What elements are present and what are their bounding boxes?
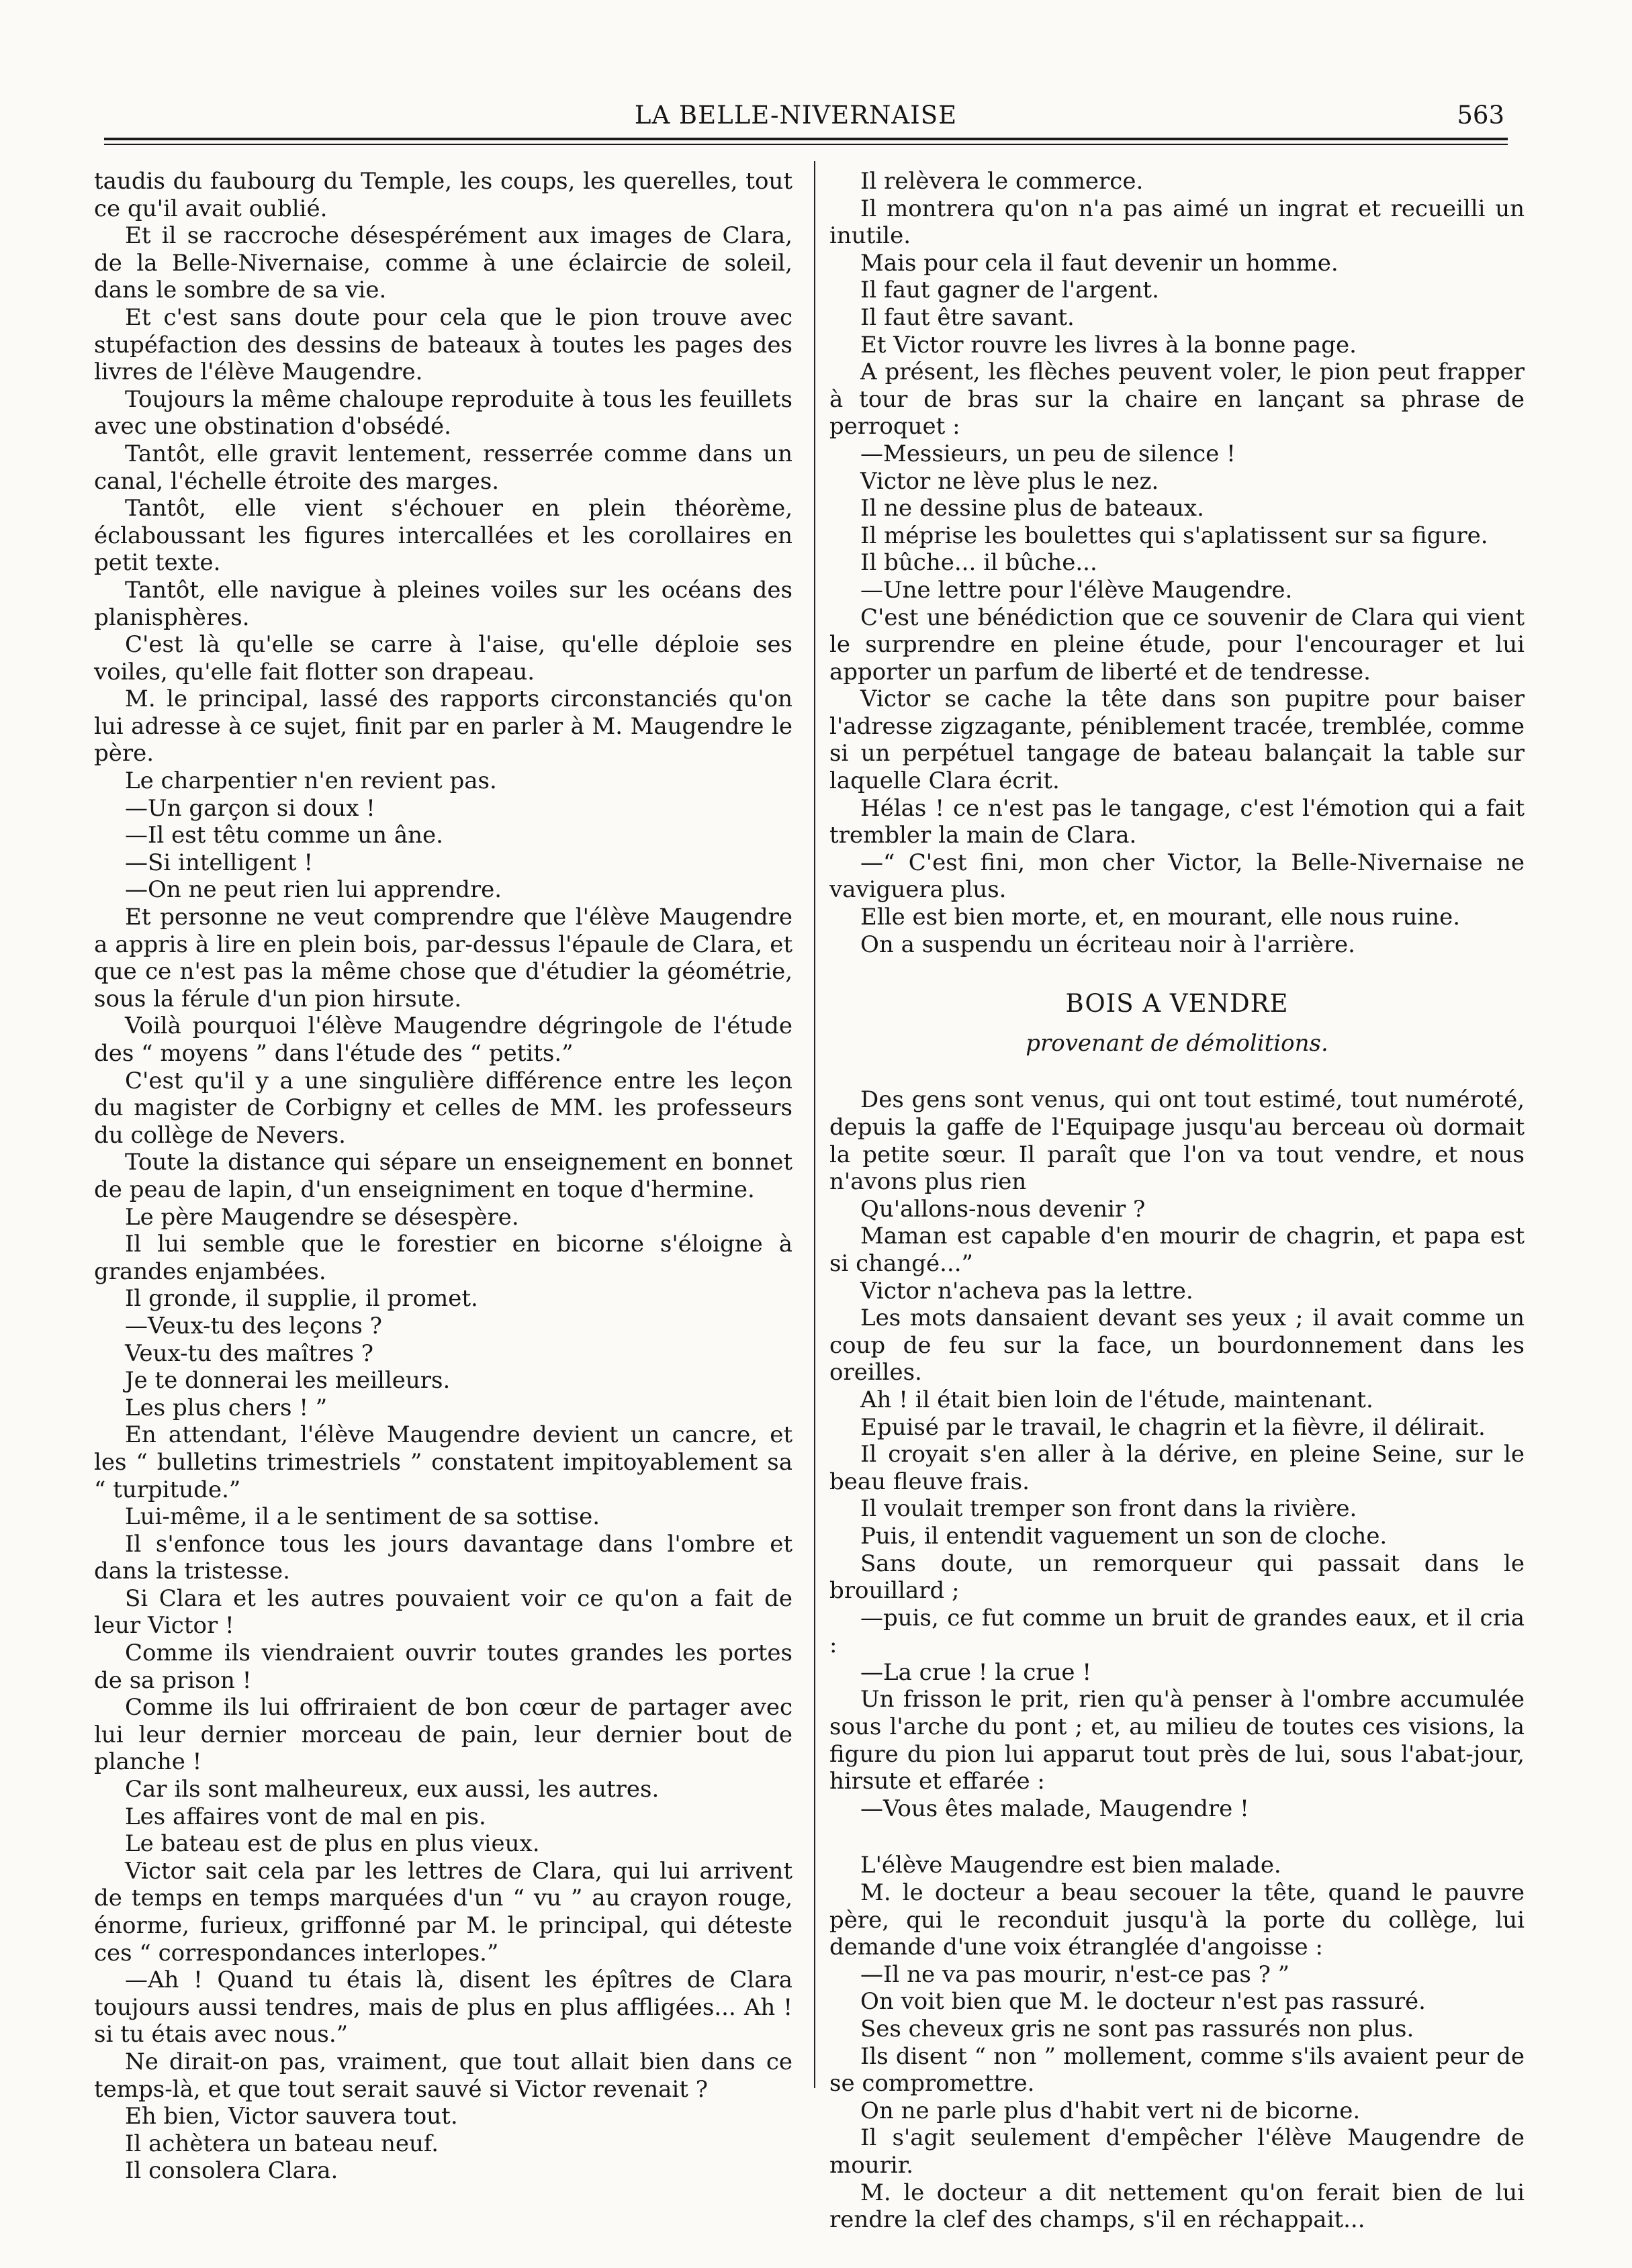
running-title: LA BELLE-NIVERNAISE xyxy=(634,101,958,130)
paragraph: C'est une bénédiction que ce souvenir de Clara qui vient le surprendre en pleine étude, pour l'encourager et lui apporter un parfum de liberté et de tendresse. xyxy=(829,604,1525,686)
section-break xyxy=(829,1822,1525,1852)
paragraph: Il voulait tremper son front dans la rivière. xyxy=(860,1495,1357,1523)
right-column-part-c xyxy=(829,1852,1525,2233)
paragraph: Maman est capable d'en mourir de chagrin, et papa est si changé...” xyxy=(829,1223,1525,1277)
paragraph: Comme ils lui offriraient de bon cœur de partager avec lui leur dernier morceau de pain, leur dernier bout de planche ! xyxy=(94,1694,792,1776)
paragraph: Tantôt, elle gravit lentement, resserrée comme dans un canal, l'échelle étroite des marges. xyxy=(94,440,792,495)
paragraph: Ne dirait-on pas, vraiment, que tout allait bien dans ce temps-là, et que tout serait sauvé si Victor revenait ? xyxy=(94,2048,792,2103)
paragraph: Voilà pourquoi l'élève Maugendre dégringole de l'étude des “ moyens ” dans l'étude des “ petits.” xyxy=(94,1012,792,1067)
paragraph: On ne parle plus d'habit vert ni de bicorne. xyxy=(860,2097,1361,2124)
right-column xyxy=(829,168,1525,2234)
paragraph: Qu'allons-nous devenir ? xyxy=(860,1195,1146,1223)
right-column-part-b xyxy=(829,1086,1525,1822)
paragraph: Mais pour cela il faut devenir un homme. xyxy=(860,249,1339,277)
paragraph: Il s'agit seulement d'empêcher l'élève Maugendre de mourir. xyxy=(829,2124,1525,2179)
paragraph: Victor ne lève plus le nez. xyxy=(860,467,1159,495)
paragraph: —Une lettre pour l'élève Maugendre. xyxy=(860,576,1293,604)
right-column-part-a xyxy=(829,168,1525,958)
paragraph: C'est qu'il y a une singulière différence entre les leçon du magister de Corbigny et celles de MM. les professeurs du collège de Nevers. xyxy=(94,1067,792,1149)
paragraph: Hélas ! ce n'est pas le tangage, c'est l'émotion qui a fait trembler la main de Clara. xyxy=(829,794,1525,849)
page-number: 563 xyxy=(1457,101,1504,130)
paragraph: Et c'est sans doute pour cela que le pion trouve avec stupéfaction des dessins de bateaux à toutes les pages des livres de l'élève Maugendre. xyxy=(94,303,792,386)
paragraph: Les plus chers ! ” xyxy=(125,1394,328,1421)
paragraph: Sans doute, un remorqueur qui passait dans le brouillard ; xyxy=(829,1550,1525,1605)
paragraph: Comme ils viendraient ouvrir toutes grandes les portes de sa prison ! xyxy=(94,1640,792,1694)
paragraph: —Il est têtu comme un âne. xyxy=(125,822,443,849)
paragraph: Le charpentier n'en revient pas. xyxy=(125,767,497,795)
paragraph: —On ne peut rien lui apprendre. xyxy=(125,876,502,904)
paragraph: Les affaires vont de mal en pis. xyxy=(125,1803,486,1830)
paragraph: —Veux-tu des leçons ? xyxy=(125,1312,382,1339)
paragraph: —Il ne va pas mourir, n'est-ce pas ? ” xyxy=(860,1960,1290,1988)
header-rule-thick xyxy=(104,138,1508,140)
paragraph: Le bateau est de plus en plus vieux. xyxy=(125,1830,540,1858)
paragraph: Tantôt, elle vient s'échouer en plein théorème, éclaboussant les figures intercallées et les corollaires en petit texte. xyxy=(94,495,792,577)
paragraph: Et Victor rouvre les livres à la bonne page. xyxy=(860,331,1357,359)
paragraph: Et il se raccroche désespérément aux images de Clara, de la Belle-Nivernaise, comme à une éclaircie de soleil, dans le sombre de sa vie. xyxy=(94,222,792,304)
paragraph: Si Clara et les autres pouvaient voir ce qu'on a fait de leur Victor ! xyxy=(94,1585,792,1640)
paragraph: Il faut être savant. xyxy=(860,303,1075,331)
paragraph: A présent, les flèches peuvent voler, le pion peut frapper à tour de bras sur la chaire en lançant sa phrase de perroquet : xyxy=(829,359,1525,440)
paragraph: Veux-tu des maîtres ? xyxy=(125,1339,373,1367)
paragraph: Elle est bien morte, et, en mourant, elle nous ruine. xyxy=(860,904,1461,931)
paragraph: Il achètera un bateau neuf. xyxy=(125,2130,439,2157)
section-subtitle: provenant de démolitions. xyxy=(1026,1029,1328,1057)
paragraph: Il faut gagner de l'argent. xyxy=(860,277,1159,304)
paragraph: Il s'enfonce tous les jours davantage dans l'ombre et dans la tristesse. xyxy=(94,1530,792,1585)
paragraph: Un frisson le prit, rien qu'à penser à l'ombre accumulée sous l'arche du pont ; et, au milieu de toutes ces visions, la figure du pion lui apparut tout près de lui, sous l'abat-jour, hirsute et effarée : xyxy=(829,1686,1525,1795)
header-rule-thin xyxy=(104,144,1508,145)
paragraph: On a suspendu un écriteau noir à l'arrière. xyxy=(860,931,1355,958)
paragraph: —La crue ! la crue ! xyxy=(860,1658,1091,1686)
paragraph: Puis, il entendit vaguement un son de cloche. xyxy=(860,1522,1388,1550)
paragraph: —Ah ! Quand tu étais là, disent les épîtres de Clara toujours aussi tendres, mais de plus en plus affligées... Ah ! si tu étais avec nous.” xyxy=(94,1967,792,2048)
paragraph: Le père Maugendre se désespère. xyxy=(125,1203,519,1231)
paragraph: Tantôt, elle navigue à pleines voiles sur les océans des planisphères. xyxy=(94,576,792,631)
paragraph: C'est là qu'elle se carre à l'aise, qu'elle déploie ses voiles, qu'elle fait flotter son drapeau. xyxy=(94,631,792,686)
paragraph: M. le principal, lassé des rapports circonstanciés qu'on lui adresse à ce sujet, finit par en parler à M. Maugendre le père. xyxy=(94,686,792,767)
paragraph: Lui-même, il a le sentiment de sa sottise. xyxy=(125,1503,600,1531)
paragraph: Et personne ne veut comprendre que l'élève Maugendre a appris à lire en plein bois, par-dessus l'épaule de Clara, et que ce n'est pas la même chose que d'étudier la géométrie, sous la férule d'un pion hirsute. xyxy=(94,904,792,1012)
paragraph: —Si intelligent ! xyxy=(125,849,314,876)
paragraph: Victor se cache la tête dans son pupitre pour baiser l'adresse zigzagante, péniblement tracée, tremblée, comme si un perpétuel tangage de bateau balançait la table sur laquelle Clara écrit. xyxy=(829,686,1525,795)
paragraph: Il croyait s'en aller à la dérive, en pleine Seine, sur le beau fleuve frais. xyxy=(829,1441,1525,1495)
paragraph: Les mots dansaient devant ses yeux ; il avait comme un coup de feu sur la face, un bourdonnement dans les oreilles. xyxy=(829,1305,1525,1386)
paragraph: On voit bien que M. le docteur n'est pas rassuré. xyxy=(860,1988,1426,2016)
paragraph: Je te donnerai les meilleurs. xyxy=(125,1367,451,1395)
paragraph: Toujours la même chaloupe reproduite à tous les feuillets avec une obstination d'obsédé. xyxy=(94,385,792,440)
paragraph: Eh bien, Victor sauvera tout. xyxy=(125,2103,458,2130)
paragraph: Il montrera qu'on n'a pas aimé un ingrat et recueilli un inutile. xyxy=(829,195,1525,250)
column-divider xyxy=(814,161,815,2088)
paragraph: Ses cheveux gris ne sont pas rassurés non plus. xyxy=(860,2016,1414,2042)
paragraph: Victor n'acheva pas la lettre. xyxy=(860,1277,1193,1305)
paragraph: Car ils sont malheureux, eux aussi, les autres. xyxy=(125,1776,660,1803)
section-title: BOIS A VENDRE xyxy=(1065,989,1289,1019)
paragraph: L'élève Maugendre est bien malade. xyxy=(860,1852,1281,1879)
paragraph: Ils disent “ non ” mollement, comme s'ils avaient peur de se compromettre. xyxy=(829,2042,1525,2097)
left-column xyxy=(94,168,792,2185)
paragraph: M. le docteur a dit nettement qu'on ferait bien de lui rendre la clef des champs, s'il en réchappait... xyxy=(829,2179,1525,2234)
paragraph: —“ C'est fini, mon cher Victor, la Belle-Nivernaise ne vaviguera plus. xyxy=(829,849,1525,904)
paragraph: Il bûche... il bûche... xyxy=(860,549,1097,577)
paragraph: Il gronde, il supplie, il promet. xyxy=(125,1285,478,1313)
paragraph: —Messieurs, un peu de silence ! xyxy=(860,440,1236,467)
paragraph: Des gens sont venus, qui ont tout estimé, tout numéroté, depuis la gaffe de l'Equipage jusqu'au berceau où dormait la petite sœur. Il paraît que l'on va tout vendre, et nous n'avons plus rien xyxy=(829,1086,1525,1196)
paragraph: Il lui semble que le forestier en bicorne s'éloigne à grandes enjambées. xyxy=(94,1231,792,1285)
paragraph: Epuisé par le travail, le chagrin et la fièvre, il délirait. xyxy=(860,1413,1486,1441)
paragraph: taudis du faubourg du Temple, les coups, les querelles, tout ce qu'il avait oublié. xyxy=(94,168,792,222)
page-header xyxy=(87,86,1504,133)
paragraph: Il ne dessine plus de bateaux. xyxy=(860,495,1204,522)
paragraph: Victor sait cela par les lettres de Clara, qui lui arrivent de temps en temps marquées d'un “ vu ” au crayon rouge, énorme, furieux, griffonné par M. le principal, qui déteste ces “ correspondances interlopes.” xyxy=(94,1857,792,1967)
paragraph: M. le docteur a beau secouer la tête, quand le pauvre père, qui le reconduit jusqu'à la porte du collège, lui demande d'une voix étranglée d'angoisse : xyxy=(829,1879,1525,1961)
paragraph: Ah ! il était bien loin de l'étude, maintenant. xyxy=(860,1386,1373,1413)
paragraph: Il consolera Clara. xyxy=(125,2157,338,2185)
paragraph: En attendant, l'élève Maugendre devient un cancre, et les “ bulletins trimestriels ” constatent impitoyablement sa “ turpitude.” xyxy=(94,1421,792,1503)
paragraph: —puis, ce fut comme un bruit de grandes eaux, et il cria : xyxy=(829,1604,1525,1659)
paragraph: —Un garçon si doux ! xyxy=(125,794,375,822)
paragraph: —Vous êtes malade, Maugendre ! xyxy=(860,1795,1249,1822)
paragraph: Il méprise les boulettes qui s'aplatissent sur sa figure. xyxy=(860,522,1488,549)
paragraph: Toute la distance qui sépare un enseignement en bonnet de peau de lapin, d'un enseigniment en toque d'hermine. xyxy=(94,1149,792,1203)
paragraph: Il relèvera le commerce. xyxy=(860,168,1144,195)
